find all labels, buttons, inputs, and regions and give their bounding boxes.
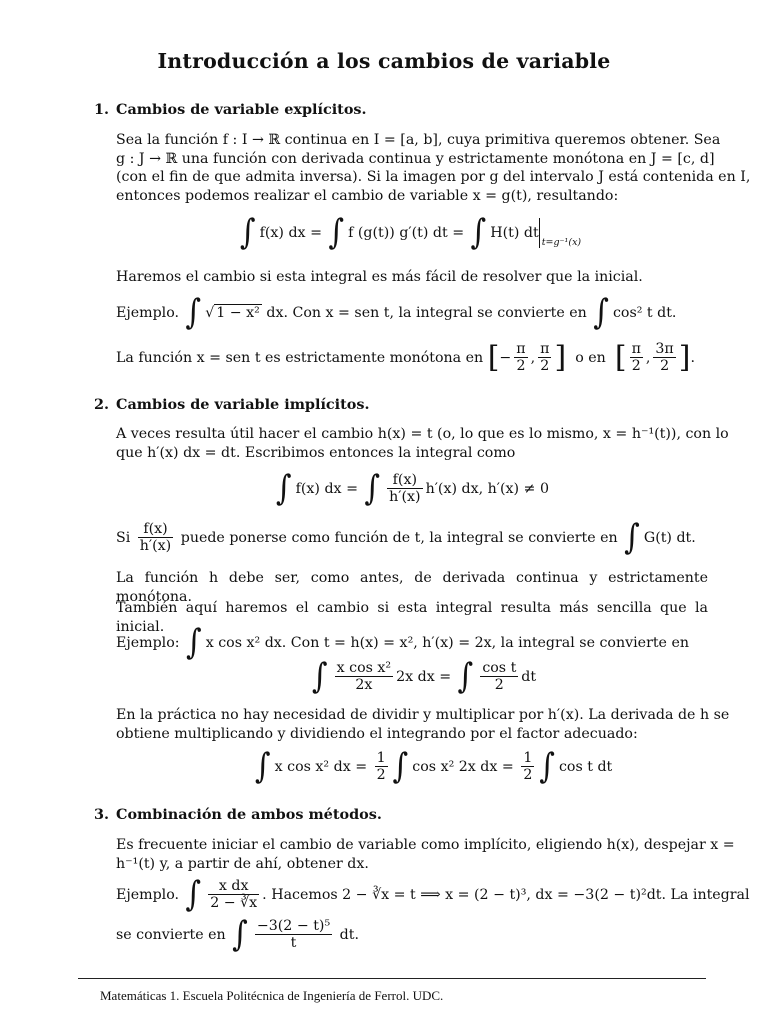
eq-term: cos x² 2x dx = [412, 759, 514, 776]
footer-divider [78, 978, 706, 979]
section-1-heading [94, 100, 367, 119]
eq-term: f(x) dx = [259, 225, 322, 241]
minus-sign: − [499, 350, 512, 367]
section-2-note-1: La función h debe ser, como antes, de derivada continua y estrictamente monótona. [116, 570, 708, 605]
text-line: A veces resulta útil hacer el cambio h(x) = t (o, lo que es lo mismo, x = h⁻¹(t)), con lo [116, 426, 729, 442]
section-2-note-2: También aquí haremos el cambio si esta integral resulta más sencilla que la inicial. [116, 600, 708, 635]
right-bracket: ] [554, 340, 567, 376]
text-line: obtiene multiplicando y dividiendo el integrando por el factor adecuado: [116, 725, 638, 742]
left-bracket: [ [487, 340, 500, 376]
numerator: −3(2 − t)⁵ [256, 918, 331, 934]
monotone-text: La función x = sen t es estrictamente monótona en [116, 350, 484, 367]
fraction [335, 660, 393, 694]
section-title: Combinación de ambos métodos. [116, 806, 382, 823]
section-number: 1. [94, 101, 110, 118]
text-line: Es frecuente iniciar el cambio de variable como implícito, eligiendo h(x), despejar x = [116, 837, 735, 853]
example-3 [116, 874, 750, 915]
condition-text: puede ponerse como función de t, la integral se convierte en [180, 530, 618, 547]
denominator: 2 [516, 358, 526, 375]
integral-sign: ∫ [624, 517, 640, 558]
numerator: x cos x² [336, 660, 392, 676]
eq-term: H(t) dt [490, 225, 539, 241]
section-number: 2. [94, 396, 110, 413]
denominator: 2 [523, 767, 533, 784]
example-label: Ejemplo. [116, 305, 180, 321]
eq-term: f (g(t)) g′(t) dt = [348, 225, 465, 241]
eq-term: f(x) dx = [295, 481, 358, 498]
integral-sign: ∫ [186, 622, 202, 663]
fraction [521, 750, 534, 784]
integral-sign: ∫ [364, 468, 381, 509]
numerator: π [516, 341, 526, 357]
condition-line [116, 517, 696, 558]
integral-sign: ∫ [312, 656, 328, 697]
fraction [387, 472, 422, 506]
text-line: que h′(x) dx = dt. Escribimos entonces la integral como [116, 444, 516, 461]
section-1-note: Haremos el cambio si esta integral es más fácil de resolver que la inicial. [116, 269, 643, 285]
integral-sign: ∫ [328, 212, 345, 253]
radicand: 1 − x² [216, 305, 260, 321]
example-text: dx. Con x = sen t, la integral se convierte en [266, 305, 587, 321]
numerator: x dx [208, 878, 259, 895]
numerator: f(x) [138, 521, 173, 538]
text-line: entonces podemos realizar el cambio de variable x = g(t), resultando: [116, 188, 619, 205]
denominator: 2 − ∛x [210, 895, 258, 912]
numerator: cos t [482, 660, 517, 676]
example-text: x cos x² dx. Con t = h(x) = x², h′(x) = 2x, la integral se convierte en [205, 635, 689, 651]
sqrt-sign: √ [205, 305, 215, 321]
section-title: Cambios de variable explícitos. [116, 101, 367, 118]
section-2-paragraph [116, 425, 729, 462]
denominator: 2x [355, 677, 373, 694]
fraction [480, 660, 518, 694]
denominator: 2 [660, 358, 670, 375]
eq-term: x cos x² dx = [274, 759, 368, 776]
text-line: Sea la función f : I → ℝ continua en I = [a, b], cuya primitiva queremos obtener. Sea [116, 132, 721, 148]
integral-sign: ∫ [232, 914, 248, 955]
page-footer: Matemáticas 1. Escuela Politécnica de Ingeniería de Ferrol. UDC. [100, 988, 444, 1003]
section-3-heading [94, 805, 382, 824]
denominator: h′(x) [139, 538, 172, 555]
result-end: dt. [339, 927, 359, 944]
result-text: se convierte en [116, 927, 226, 944]
fraction [653, 341, 675, 375]
section-3-paragraph [116, 836, 735, 873]
section-2-paragraph-2 [116, 706, 730, 743]
evaluation-bar [539, 218, 581, 248]
example-3-result [116, 914, 359, 955]
numerator: f(x) [387, 472, 422, 489]
integral-sign: ∫ [276, 468, 292, 509]
section-2-heading [94, 395, 370, 414]
denominator: h′(x) [389, 489, 421, 506]
numerator: π [631, 341, 641, 357]
integral-sign: ∫ [185, 874, 202, 915]
fraction [375, 750, 388, 784]
left-bracket: [ [614, 340, 627, 376]
eq-term: cos t dt [558, 759, 613, 776]
si-label: Si [116, 530, 131, 547]
denominator: 2 [540, 358, 550, 375]
numerator: 3π [655, 341, 674, 357]
fraction [538, 341, 551, 375]
eq-subscript: t=g⁻¹(x) [541, 237, 582, 248]
condition-result: G(t) dt. [643, 530, 696, 547]
integral-sign: ∫ [392, 746, 409, 787]
denominator: 2 [631, 358, 641, 375]
section-title: Cambios de variable implícitos. [116, 396, 370, 413]
integral-sign: ∫ [457, 656, 474, 697]
integral-sign: ∫ [185, 292, 202, 333]
eq-term: dt [521, 669, 537, 686]
equation-example-2 [310, 656, 537, 697]
numerator: 1 [523, 750, 533, 766]
text-line: (con el fin de que admita inversa). Si la imagen por g del intervalo J está contenida en I, [116, 169, 751, 186]
section-1-paragraph [116, 131, 751, 206]
example-label: Ejemplo. [116, 887, 180, 904]
text-line: h⁻¹(t) y, a partir de ahí, obtener dx. [116, 855, 369, 872]
example-result: cos² t dt. [612, 305, 677, 321]
eq-term: 2x dx = [396, 669, 452, 686]
denominator: t [290, 935, 297, 952]
example-text: . Hacemos 2 − ∛x = t ⟹ x = (2 − t)³, dx = −3(2 − t)²dt. La integral [262, 887, 750, 904]
eq-term: h′(x) dx, h′(x) ≠ 0 [425, 481, 549, 498]
page-title: Introducción a los cambios de variable [157, 49, 611, 73]
integral-sign: ∫ [539, 746, 555, 787]
denominator: 2 [494, 677, 504, 694]
numerator: 1 [376, 750, 386, 766]
integral-sign: ∫ [593, 292, 609, 333]
equation-substitution [238, 212, 582, 253]
example-label: Ejemplo: [116, 635, 180, 651]
section-number: 3. [94, 806, 110, 823]
monotone-interval-line: La función x = sen t es estrictamente monótona en [− $\frac{\pi}{2}$ , $\frac{\pi}{2}$ ] o en [ $\frac{\pi}{2}$ , $\frac{3\pi}{2}$ ]. [116, 340, 695, 376]
text-line: g : J → ℝ una función con derivada continua y estrictamente monótona en J = [c, d] [116, 150, 715, 167]
equation-implicit [274, 468, 549, 509]
fraction [514, 341, 527, 375]
right-bracket: ] [678, 340, 691, 376]
fraction [138, 521, 173, 555]
equation-adjust-factor [253, 746, 613, 787]
integral-sign: ∫ [255, 746, 271, 787]
integral-sign: ∫ [470, 212, 487, 253]
or-text: o en [575, 350, 606, 367]
fraction [255, 918, 332, 952]
fraction [630, 341, 643, 375]
text-line: En la práctica no hay necesidad de dividir y multiplicar por h′(x). La derivada de h se [116, 707, 730, 723]
fraction [208, 878, 259, 912]
integral-sign: ∫ [240, 212, 256, 253]
example-2 [116, 622, 689, 663]
example-1 [116, 292, 677, 333]
numerator: π [540, 341, 550, 357]
denominator: 2 [376, 767, 386, 784]
